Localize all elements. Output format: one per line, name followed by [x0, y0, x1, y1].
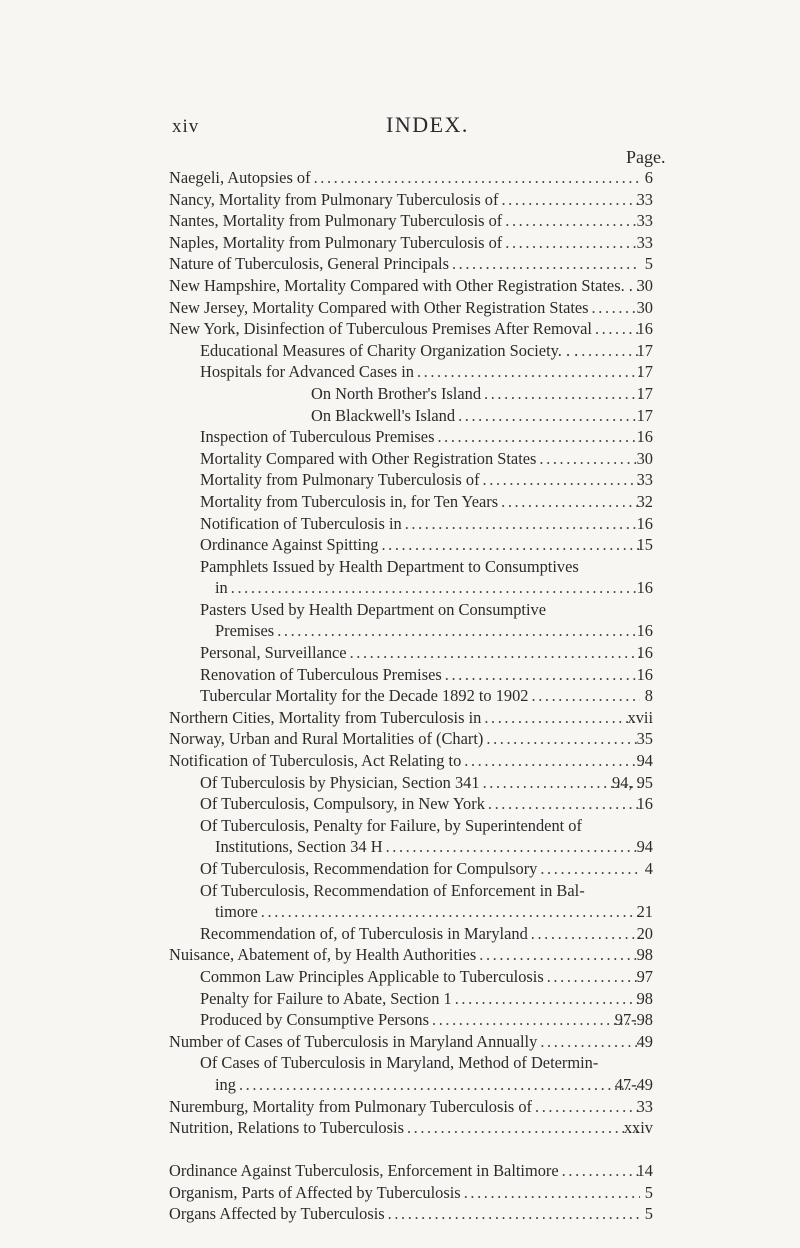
entry-text: On Blackwell's Island: [311, 405, 456, 425]
entry-page-number: 14: [636, 1161, 653, 1181]
leader-dots: [458, 405, 640, 427]
index-entry: [169, 448, 653, 470]
entry-page-number: 8: [644, 686, 653, 706]
entry-page-number: 5: [644, 254, 653, 274]
index-entry: [169, 556, 643, 578]
index-entry: [169, 664, 653, 686]
leader-dots: [405, 513, 640, 535]
leader-dots: [501, 189, 640, 211]
page-column-label: Page.: [626, 147, 666, 167]
index-entry: [169, 1182, 653, 1204]
entry-page-number: 17: [636, 405, 653, 425]
index-entry: [169, 318, 653, 340]
index-entry: [169, 210, 653, 232]
entry-text: Of Cases of Tuberculosis in Maryland, Method of Determin-: [200, 1053, 599, 1073]
entry-text: Naegeli, Autopsies of: [169, 168, 311, 187]
entry-text: Nancy, Mortality from Pulmonary Tuberculosis of: [169, 189, 499, 209]
entry-text: timore: [215, 902, 258, 922]
leader-dots: [417, 361, 640, 383]
entry-text: Organism, Parts of Affected by Tuberculosis: [169, 1182, 461, 1202]
entry-page-number: 33: [636, 232, 653, 252]
leader-dots: [314, 167, 640, 189]
index-entry: [169, 1009, 653, 1031]
entry-text: On North Brother's Island: [311, 383, 482, 403]
entry-page-number: 33: [636, 1096, 653, 1116]
index-entry: [169, 858, 653, 880]
page-title: INDEX.: [386, 112, 469, 137]
index-entry: [169, 772, 653, 794]
index-entry: [169, 707, 653, 729]
entry-text: Mortality from Tuberculosis in, for Ten Years: [200, 491, 499, 511]
entry-page-number: 16: [636, 621, 653, 641]
entry-text: Mortality from Pulmonary Tuberculosis of: [200, 470, 480, 490]
entry-page-number: 94: [636, 751, 653, 771]
index-entry: [169, 383, 653, 405]
entry-page-number: 32: [636, 491, 653, 511]
entry-page-number: 98: [636, 945, 653, 965]
index-entry: [169, 275, 653, 297]
entry-text: Tubercular Mortality for the Decade 1892 to 1902: [200, 686, 529, 706]
page-folio: xiv: [172, 116, 200, 137]
entry-text: Of Tuberculosis, Penalty for Failure, by Superintendent of: [200, 815, 582, 835]
index-entry: [169, 534, 653, 556]
entry-page-number: 33: [636, 470, 653, 490]
entry-page-number: 4: [644, 859, 653, 878]
index-entry: [169, 599, 643, 621]
leader-dots: [501, 491, 640, 513]
entry-text: Personal, Surveillance: [200, 643, 347, 663]
index-entry: [169, 405, 653, 427]
entry-text: Renovation of Tuberculous Premises: [200, 664, 442, 684]
entry-text: New York, Disinfection of Tuberculous Premises After Removal: [169, 319, 592, 339]
entry-text: Of Tuberculosis by Physician, Section 341: [200, 772, 480, 792]
entry-page-number: 17: [636, 362, 653, 382]
entry-page-number: 16: [636, 513, 653, 533]
index-entry: [169, 189, 653, 211]
index-entry: [169, 361, 653, 383]
leader-dots: [386, 836, 640, 858]
entry-page-number: 17: [636, 383, 653, 403]
entry-page-number: 47-49: [614, 1074, 653, 1094]
entry-text: New Hampshire, Mortality Compared with Other Registration States. .: [169, 275, 633, 295]
index-entry: [169, 966, 653, 988]
index-entry: [169, 793, 653, 815]
entry-page-number: 30: [636, 297, 653, 317]
entry-text: in: [215, 578, 228, 598]
entry-text: Nuisance, Abatement of, by Health Authorities: [169, 945, 477, 965]
index-entry: [169, 923, 653, 945]
index-entry: [169, 620, 653, 642]
entry-text: Ordinance Against Tuberculosis, Enforcement in Baltimore: [169, 1161, 559, 1181]
page-header: [0, 110, 800, 140]
index-entry: [169, 836, 653, 858]
entry-text: Common Law Principles Applicable to Tuberculosis: [200, 966, 544, 986]
index-entry: [169, 880, 643, 902]
entry-text: Penalty for Failure to Abate, Section 1: [200, 988, 452, 1008]
entry-text: Pamphlets Issued by Health Department to Consumptives: [200, 556, 579, 576]
entry-page-number: xxiv: [623, 1118, 653, 1138]
entry-page-number: 33: [636, 189, 653, 209]
leader-dots: [350, 642, 640, 664]
index-entry: [169, 513, 653, 535]
entry-page-number: 16: [636, 664, 653, 684]
entry-page-number: 35: [636, 729, 653, 749]
entry-text: Ordinance Against Spitting: [200, 535, 379, 555]
leader-dots: [437, 426, 640, 448]
index-entry: [169, 340, 653, 362]
entry-text: Institutions, Section 34 H: [215, 837, 383, 857]
entry-page-number: 16: [636, 578, 653, 598]
leader-dots: [486, 728, 640, 750]
leader-dots: [239, 1074, 640, 1096]
leader-dots: [407, 1117, 640, 1139]
leader-dots: [452, 253, 640, 275]
index-entry: [169, 253, 653, 275]
index-entry: [169, 1052, 643, 1074]
entry-page-number: 5: [644, 1204, 653, 1224]
index-entry: [169, 297, 653, 319]
section-gap: [169, 1139, 643, 1161]
entry-page-number: 97-98: [614, 1010, 653, 1030]
entry-text: Hospitals for Advanced Cases in: [200, 362, 414, 382]
entry-text: Premises: [215, 621, 275, 641]
leader-dots: [445, 664, 640, 686]
entry-page-number: 97: [636, 966, 653, 986]
index-entry: [169, 642, 653, 664]
entry-page-number: 30: [636, 448, 653, 468]
leader-dots: [277, 620, 640, 642]
index-entry: [169, 577, 653, 599]
entry-text: Number of Cases of Tuberculosis in Maryland Annually: [169, 1031, 538, 1051]
entry-page-number: 98: [636, 988, 653, 1008]
entry-text: Mortality Compared with Other Registration States: [200, 448, 537, 468]
leader-dots: [464, 750, 640, 772]
entry-page-number: 16: [636, 643, 653, 663]
index-entry: [169, 750, 653, 772]
index-entries: [169, 167, 653, 1225]
entry-text: Nutrition, Relations to Tuberculosis: [169, 1118, 404, 1138]
leader-dots: [388, 1203, 640, 1225]
index-entry: [169, 1160, 653, 1182]
leader-dots: [464, 1182, 640, 1204]
index-entry: [169, 815, 643, 837]
index-entry: [169, 1074, 653, 1096]
index-entry: [169, 469, 653, 491]
entry-text: Norway, Urban and Rural Mortalities of (Chart): [169, 729, 484, 749]
entry-text: Of Tuberculosis, Recommendation of Enforcement in Bal-: [200, 880, 585, 900]
leader-dots: [505, 232, 640, 254]
entry-text: Northern Cities, Mortality from Tuberculosis in: [169, 707, 482, 727]
entry-text: Of Tuberculosis, Compulsory, in New York: [200, 794, 485, 814]
index-entry: [169, 901, 653, 923]
leader-dots: [484, 707, 640, 729]
entry-page-number: 49: [636, 1031, 653, 1051]
leader-dots: [381, 534, 640, 556]
entry-page-number: 16: [636, 319, 653, 339]
entry-text: Educational Measures of Charity Organization Society. . .: [200, 340, 579, 360]
entry-text: Naples, Mortality from Pulmonary Tuberculosis of: [169, 232, 503, 252]
entry-page-number: 17: [636, 340, 653, 360]
leader-dots: [231, 577, 640, 599]
index-entry: [169, 426, 653, 448]
index-entry: [169, 1031, 653, 1053]
entry-text: Notification of Tuberculosis in: [200, 513, 402, 533]
entry-text: Organs Affected by Tuberculosis: [169, 1204, 385, 1224]
entry-page-number: 20: [636, 923, 653, 943]
entry-text: Notification of Tuberculosis, Act Relating to: [169, 751, 462, 771]
index-entry: [169, 685, 653, 707]
index-entry: [169, 728, 653, 750]
leader-dots: [261, 901, 640, 923]
entry-text: Nuremburg, Mortality from Pulmonary Tuberculosis of: [169, 1096, 533, 1116]
index-entry: [169, 1117, 653, 1139]
index-entry: [169, 1096, 653, 1118]
leader-dots: [505, 210, 640, 232]
index-entry: [169, 167, 653, 189]
leader-dots: [479, 944, 640, 966]
entry-text: New Jersey, Mortality Compared with Other Registration States: [169, 297, 589, 317]
leader-dots: [488, 793, 640, 815]
entry-page-number: 94: [636, 837, 653, 857]
entry-text: Inspection of Tuberculous Premises: [200, 427, 435, 447]
entry-page-number: 94, 95: [612, 772, 653, 792]
entry-page-number: 6: [644, 168, 653, 187]
index-entry: [169, 1203, 653, 1225]
leader-dots: [432, 1009, 640, 1031]
entry-text: Recommendation of, of Tuberculosis in Maryland: [200, 923, 528, 943]
entry-text: Of Tuberculosis, Recommendation for Compulsory: [200, 859, 538, 878]
entry-page-number: xvii: [627, 707, 653, 727]
entry-text: Pasters Used by Health Department on Consumptive: [200, 599, 546, 619]
index-entry: [169, 944, 653, 966]
entry-page-number: 5: [644, 1182, 653, 1202]
index-entry: [169, 988, 653, 1010]
leader-dots: [455, 988, 640, 1010]
entry-text: Produced by Consumptive Persons: [200, 1010, 430, 1030]
index-entry: [169, 491, 653, 513]
entry-page-number: 30: [636, 275, 653, 295]
entry-page-number: 16: [636, 794, 653, 814]
entry-page-number: 15: [636, 535, 653, 555]
entry-page-number: 33: [636, 211, 653, 231]
entry-page-number: 21: [636, 902, 653, 922]
leader-dots: [484, 383, 640, 405]
entry-text: Nature of Tuberculosis, General Principals: [169, 254, 449, 274]
entry-text: ing: [215, 1074, 236, 1094]
index-entry: [169, 232, 653, 254]
entry-text: Nantes, Mortality from Pulmonary Tuberculosis of: [169, 211, 503, 231]
entry-page-number: 16: [636, 427, 653, 447]
leader-dots: [483, 469, 640, 491]
